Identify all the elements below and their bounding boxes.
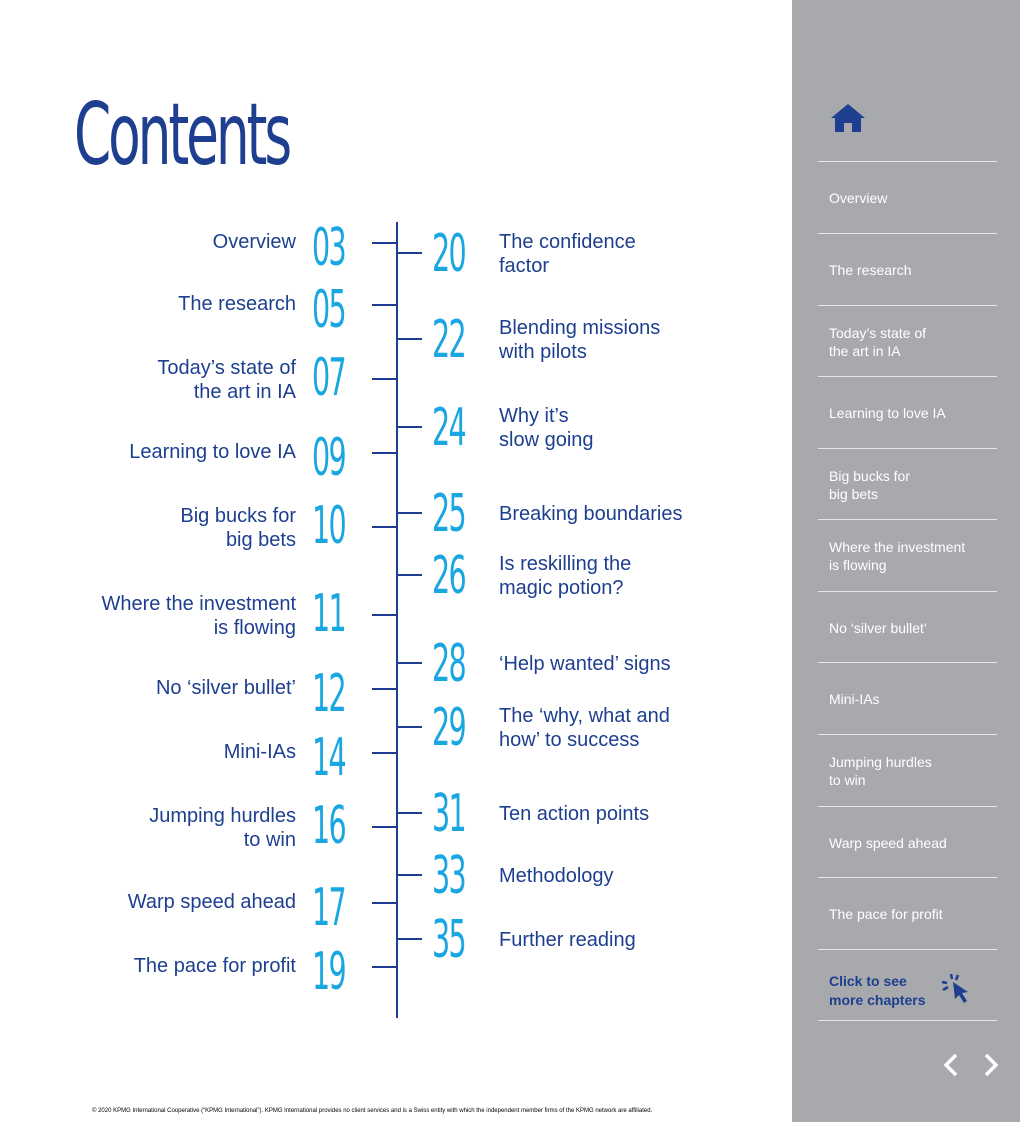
toc-entry-right[interactable] (499, 704, 779, 752)
toc-tick (372, 826, 397, 828)
toc-page-number[interactable]: 11 (312, 584, 346, 644)
toc-entry-label: Big bucks for big bets (180, 505, 296, 551)
toc-tick (397, 338, 422, 340)
sidebar-item[interactable]: The pace for profit (829, 906, 943, 922)
chevron-left-icon[interactable] (941, 1052, 961, 1078)
toc-page-number[interactable]: 12 (312, 664, 346, 724)
toc-tick (372, 378, 397, 380)
sidebar-divider (818, 734, 997, 735)
more-chapters-link[interactable]: Click to see more chapters (829, 973, 926, 1008)
page-title: Contents (74, 85, 290, 185)
sidebar-item[interactable]: Jumping hurdles to win (829, 754, 932, 788)
toc-entry-left[interactable] (30, 804, 296, 852)
toc-page-number[interactable]: 09 (312, 428, 346, 488)
toc-page-number[interactable]: 24 (432, 398, 466, 458)
toc-entry-right[interactable] (499, 502, 779, 526)
toc-entry-label: Why it’s slow going (499, 405, 594, 451)
sidebar-divider (818, 877, 997, 878)
toc-entry-left[interactable] (30, 230, 296, 254)
toc-entry-right[interactable] (499, 404, 779, 452)
toc-page-number[interactable]: 26 (432, 546, 466, 606)
toc-page-number[interactable]: 07 (312, 348, 346, 408)
sidebar-divider (818, 519, 997, 520)
sidebar-item[interactable]: Where the investment is flowing (829, 539, 966, 573)
toc-tick (397, 874, 422, 876)
sidebar-item[interactable]: Warp speed ahead (829, 835, 947, 851)
chevron-right-icon[interactable] (981, 1052, 1001, 1078)
toc-page-number[interactable]: 16 (312, 796, 346, 856)
toc-entry-left[interactable] (30, 592, 296, 640)
toc-page-number[interactable]: 19 (312, 942, 346, 1002)
toc-entry-left[interactable] (30, 890, 296, 914)
toc-entry-label: The confidence factor (499, 231, 636, 277)
toc-page-number[interactable]: 17 (312, 878, 346, 938)
sidebar-divider (818, 376, 997, 377)
toc-page-number[interactable]: 35 (432, 910, 466, 970)
toc-entry-left[interactable] (30, 504, 296, 552)
toc-entry-left[interactable] (30, 440, 296, 464)
toc-entry-label: Is reskilling the magic potion? (499, 553, 632, 599)
sidebar-divider (818, 305, 997, 306)
toc-page-number[interactable]: 14 (312, 728, 346, 788)
toc-page-number[interactable]: 22 (432, 310, 466, 370)
toc-entry-label: The ‘why, what and how’ to success (499, 705, 670, 751)
sidebar-divider (818, 1020, 997, 1021)
toc-tick (372, 614, 397, 616)
toc-tick (397, 574, 422, 576)
toc-entry-left[interactable] (30, 676, 296, 700)
toc-entry-left[interactable] (30, 954, 296, 978)
toc-entry-label: Warp speed ahead (127, 891, 296, 913)
toc-tick (397, 426, 422, 428)
sidebar-divider (818, 662, 997, 663)
toc-entry-label: Today’s state of the art in IA (157, 357, 296, 403)
sidebar-divider (818, 233, 997, 234)
toc-entry-label: Blending missions with pilots (499, 317, 661, 363)
toc-entry-label: Jumping hurdles to win (149, 805, 296, 851)
toc-page-number[interactable]: 25 (432, 484, 466, 544)
cursor-click-icon[interactable] (940, 972, 974, 1006)
toc-entry-label: Where the investment is flowing (101, 593, 296, 639)
toc-page-number[interactable]: 33 (432, 846, 466, 906)
toc-entry-label: Ten action points (499, 803, 650, 825)
toc-entry-right[interactable] (499, 552, 779, 600)
toc-entry-label: The research (178, 293, 296, 315)
copyright-footer: © 2020 KPMG International Cooperative (“KPMG International”). KPMG International provides no client services and is a Swiss entity with which the independent member firms of the KPMG network are affiliated. (92, 1108, 653, 1114)
toc-tick (372, 688, 397, 690)
toc-entry-left[interactable] (30, 356, 296, 404)
toc-entry-label: Breaking boundaries (499, 503, 683, 525)
home-icon[interactable] (830, 103, 866, 133)
sidebar-divider (818, 949, 997, 950)
sidebar-divider (818, 161, 997, 162)
sidebar-item[interactable]: The research (829, 262, 912, 278)
toc-tick (397, 812, 422, 814)
sidebar-item[interactable]: Big bucks for big bets (829, 468, 910, 502)
toc-page-number[interactable]: 29 (432, 698, 466, 758)
toc-tick (397, 938, 422, 940)
toc-entry-right[interactable] (499, 230, 779, 278)
toc-entry-left[interactable] (30, 740, 296, 764)
toc-tick (372, 526, 397, 528)
sidebar-item[interactable]: Overview (829, 190, 888, 206)
sidebar-divider (818, 806, 997, 807)
toc-tick (372, 902, 397, 904)
toc-page-number[interactable]: 20 (432, 224, 466, 284)
toc-entry-right[interactable] (499, 652, 779, 676)
toc-page-number[interactable]: 03 (312, 218, 346, 278)
toc-entry-label: Mini-IAs (223, 741, 296, 763)
toc-entry-right[interactable] (499, 864, 779, 888)
toc-entry-label: Methodology (499, 865, 614, 887)
toc-entry-label: Further reading (499, 929, 636, 951)
toc-tick (372, 752, 397, 754)
sidebar-item[interactable]: Learning to love IA (829, 405, 946, 421)
toc-tick (397, 512, 422, 514)
sidebar-divider (818, 591, 997, 592)
sidebar-item[interactable]: No ‘silver bullet’ (829, 620, 928, 636)
timeline-axis (396, 222, 398, 1018)
toc-entry-right[interactable] (499, 928, 779, 952)
toc-tick (397, 252, 422, 254)
sidebar-item[interactable]: Mini-IAs (829, 691, 880, 707)
toc-entry-label: ‘Help wanted’ signs (499, 653, 671, 675)
toc-entry-left[interactable] (30, 292, 296, 316)
toc-tick (397, 662, 422, 664)
toc-entry-right[interactable] (499, 802, 779, 826)
toc-tick (397, 726, 422, 728)
toc-entry-label: Learning to love IA (129, 441, 296, 463)
toc-entry-label: The pace for profit (133, 955, 296, 977)
toc-tick (372, 452, 397, 454)
toc-page-number[interactable]: 10 (312, 496, 346, 556)
toc-tick (372, 242, 397, 244)
toc-entry-label: Overview (212, 231, 296, 253)
sidebar-divider (818, 448, 997, 449)
toc-entry-right[interactable] (499, 316, 779, 364)
toc-page-number[interactable]: 05 (312, 280, 346, 340)
toc-page-number[interactable]: 28 (432, 634, 466, 694)
toc-page-number[interactable]: 31 (432, 784, 466, 844)
toc-tick (372, 304, 397, 306)
sidebar-item[interactable]: Today’s state of the art in IA (829, 325, 927, 359)
toc-entry-label: No ‘silver bullet’ (155, 677, 296, 699)
toc-tick (372, 966, 397, 968)
